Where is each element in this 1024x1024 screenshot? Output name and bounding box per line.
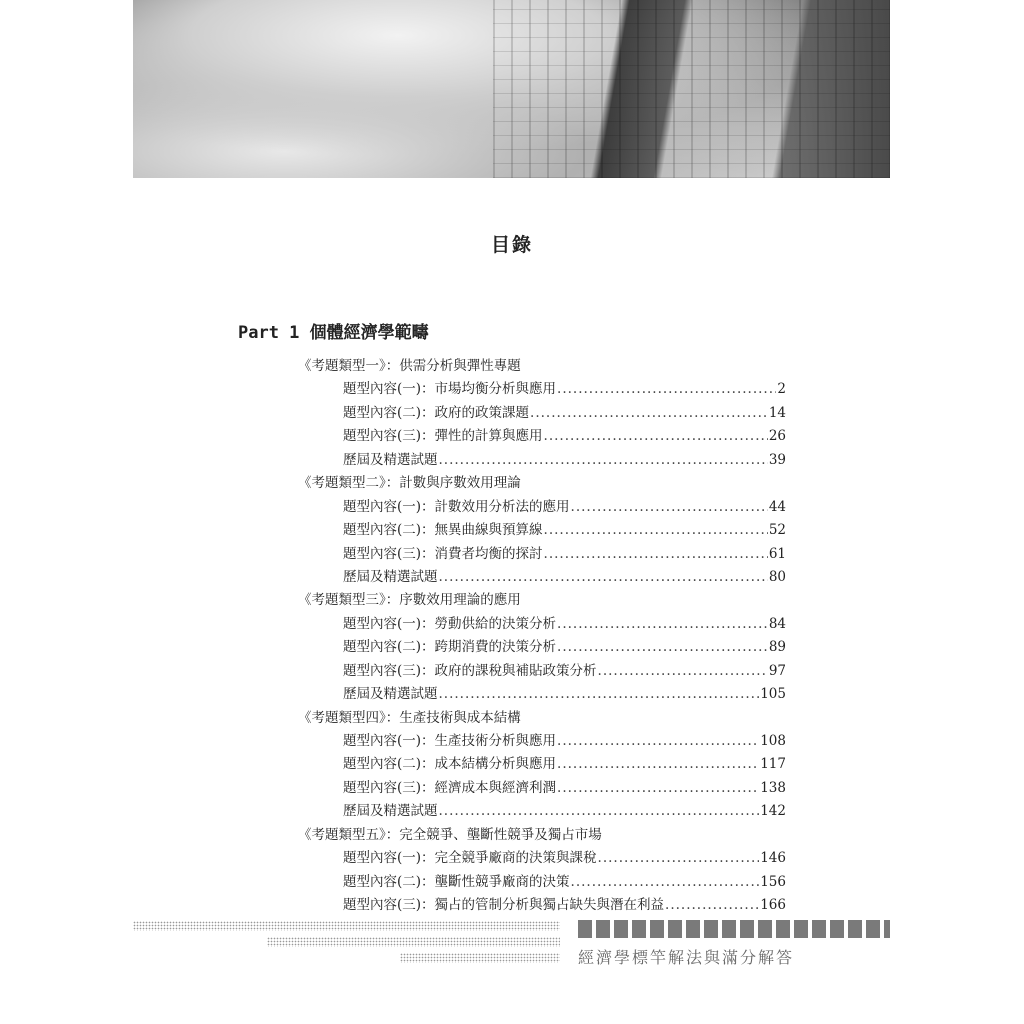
toc-entry[interactable] xyxy=(343,613,786,636)
table-of-contents xyxy=(298,355,786,918)
toc-entry[interactable] xyxy=(343,543,786,566)
dot-leader xyxy=(439,683,760,706)
dotted-decoration xyxy=(267,937,560,947)
entry-label: 題型內容(二)：無異曲線與預算線 xyxy=(343,522,543,539)
page-number: 142 xyxy=(760,803,786,820)
block-bar-decoration xyxy=(578,920,890,938)
toc-entry[interactable] xyxy=(343,378,786,401)
entry-label: 題型內容(三)：經濟成本與經濟利潤 xyxy=(343,779,557,796)
page-number: 2 xyxy=(777,381,786,398)
page-number: 14 xyxy=(768,404,786,421)
toc-entry[interactable] xyxy=(343,519,786,542)
section-heading[interactable]: 《考題類型三》：序數效用理論的應用 xyxy=(298,592,521,609)
entry-label: 題型內容(一)：勞動供給的決策分析 xyxy=(343,615,557,632)
dot-leader xyxy=(557,636,768,659)
toc-entry[interactable] xyxy=(343,425,786,448)
dot-leader xyxy=(665,894,759,917)
header-photo-banner xyxy=(133,0,890,178)
dotted-decoration xyxy=(400,953,560,963)
dot-leader xyxy=(557,777,759,800)
section-heading[interactable]: 《考題類型四》：生產技術與成本結構 xyxy=(298,709,521,726)
toc-entry[interactable] xyxy=(343,777,786,800)
entry-label: 歷屆及精選試題 xyxy=(343,451,438,468)
page-number: 117 xyxy=(760,756,786,773)
dot-leader xyxy=(557,730,759,753)
book-title-footer: 經濟學標竿解法與滿分解答 xyxy=(578,948,795,967)
dotted-decoration xyxy=(133,921,560,931)
dot-leader xyxy=(544,425,768,448)
page-number: 52 xyxy=(768,522,786,539)
entry-label: 歷屆及精選試題 xyxy=(343,803,438,820)
page-number: 138 xyxy=(760,779,786,796)
toc-entry[interactable] xyxy=(343,683,786,706)
toc-entry[interactable] xyxy=(343,566,786,589)
entry-label: 題型內容(二)：壟斷性競爭廠商的決策 xyxy=(343,873,570,890)
dot-leader xyxy=(544,543,768,566)
dot-leader xyxy=(571,496,768,519)
page-number: 105 xyxy=(760,686,786,703)
dot-leader xyxy=(439,800,760,823)
page-number: 166 xyxy=(760,897,786,914)
dot-leader xyxy=(439,449,768,472)
entry-label: 歷屆及精選試題 xyxy=(343,568,438,585)
dot-leader xyxy=(598,660,768,683)
toc-entry[interactable] xyxy=(343,730,786,753)
dot-leader xyxy=(544,519,768,542)
toc-entry[interactable] xyxy=(343,402,786,425)
entry-label: 題型內容(三)：彈性的計算與應用 xyxy=(343,428,543,445)
dot-leader xyxy=(598,847,760,870)
toc-entry[interactable] xyxy=(343,894,786,917)
building-facade xyxy=(493,0,890,178)
page-number: 84 xyxy=(768,615,786,632)
toc-entry[interactable] xyxy=(343,800,786,823)
toc-entry[interactable] xyxy=(343,496,786,519)
toc-entry[interactable] xyxy=(343,753,786,776)
entry-label: 題型內容(二)：成本結構分析與應用 xyxy=(343,756,557,773)
page-number: 156 xyxy=(760,873,786,890)
page-number: 97 xyxy=(768,662,786,679)
section-heading[interactable]: 《考題類型五》：完全競爭、壟斷性競爭及獨占市場 xyxy=(298,826,602,843)
page-number: 39 xyxy=(768,451,786,468)
page-number: 89 xyxy=(768,639,786,656)
section-heading[interactable]: 《考題類型一》：供需分析與彈性專題 xyxy=(298,358,521,374)
entry-label: 題型內容(一)：市場均衡分析與應用 xyxy=(343,381,557,398)
toc-entry[interactable] xyxy=(343,847,786,870)
toc-entry[interactable] xyxy=(343,636,786,659)
page-number: 61 xyxy=(768,545,786,562)
entry-label: 題型內容(三)：消費者均衡的探討 xyxy=(343,545,543,562)
toc-entry[interactable] xyxy=(343,871,786,894)
part-heading: Part 1 個體經濟學範疇 xyxy=(238,323,429,343)
page-number: 80 xyxy=(768,568,786,585)
toc-entry[interactable] xyxy=(343,449,786,472)
toc-entry[interactable] xyxy=(343,660,786,683)
page-number: 26 xyxy=(768,428,786,445)
page-number: 146 xyxy=(760,850,786,867)
entry-label: 題型內容(一)：生產技術分析與應用 xyxy=(343,733,557,749)
entry-label: 題型內容(一)：計數效用分析法的應用 xyxy=(343,498,570,515)
dot-leader xyxy=(557,753,759,776)
entry-label: 題型內容(二)：跨期消費的決策分析 xyxy=(343,639,557,656)
section-heading[interactable]: 《考題類型二》：計數與序數效用理論 xyxy=(298,475,521,492)
dot-leader xyxy=(530,402,768,425)
dot-leader xyxy=(439,566,768,589)
dot-leader xyxy=(571,871,760,894)
entry-label: 題型內容(一)：完全競爭廠商的決策與課稅 xyxy=(343,850,597,867)
page-title: 目錄 xyxy=(490,234,533,256)
dot-leader xyxy=(557,613,768,636)
page-number: 44 xyxy=(768,498,786,515)
entry-label: 歷屆及精選試題 xyxy=(343,686,438,703)
entry-label: 題型內容(二)：政府的政策課題 xyxy=(343,404,530,421)
page-number: 108 xyxy=(760,733,786,749)
entry-label: 題型內容(三)：政府的課稅與補貼政策分析 xyxy=(343,662,597,679)
dot-leader xyxy=(557,378,776,401)
entry-label: 題型內容(三)：獨占的管制分析與獨占缺失與潛在利益 xyxy=(343,897,665,914)
